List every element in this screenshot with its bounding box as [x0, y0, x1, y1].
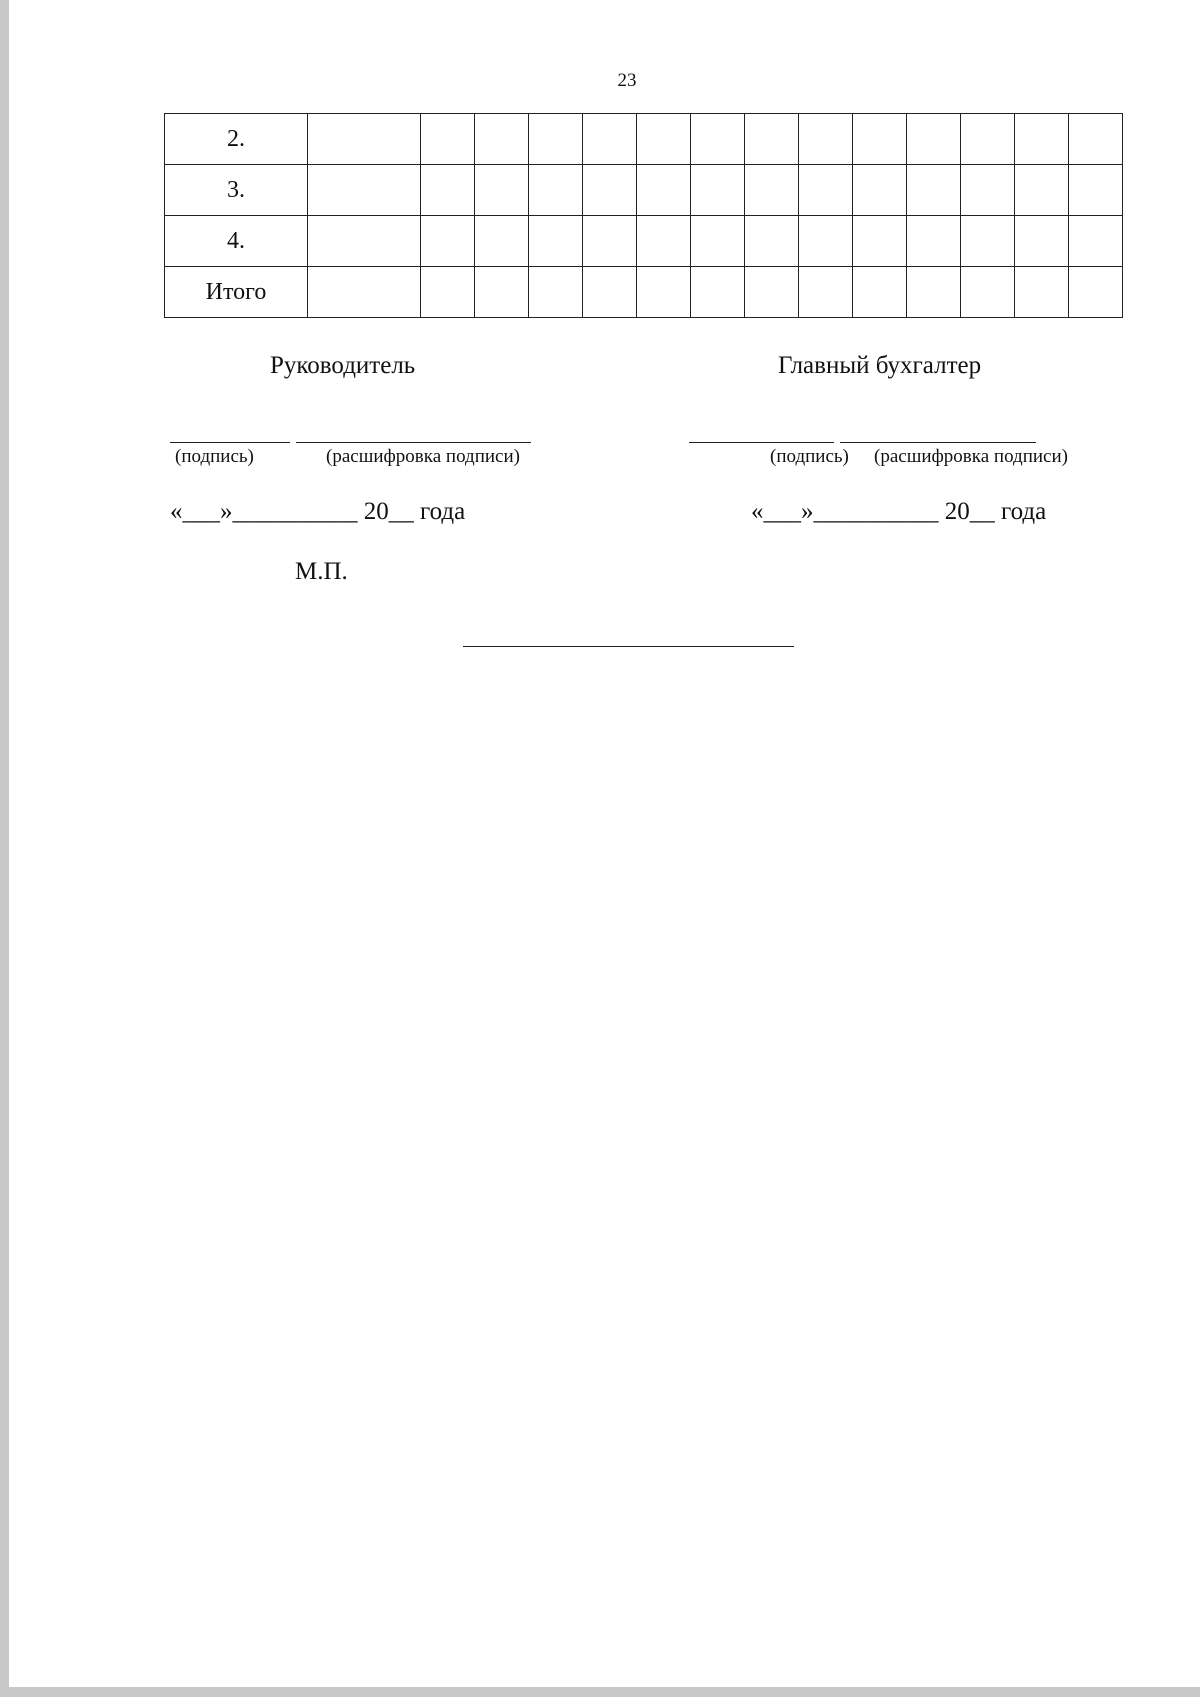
table-cell	[1069, 267, 1123, 318]
table-cell	[529, 216, 583, 267]
table-cell	[745, 114, 799, 165]
head-title: Руководитель	[270, 352, 416, 379]
summary-table	[164, 113, 1123, 318]
chief-accountant-date-line: «___»__________ 20__ года	[751, 498, 1047, 525]
page-number: 23	[617, 70, 637, 91]
table-cell	[637, 114, 691, 165]
table-cell	[529, 114, 583, 165]
table-cell	[583, 216, 637, 267]
table-row	[165, 267, 1123, 318]
table-cell	[745, 267, 799, 318]
table-cell	[907, 165, 961, 216]
table-cell	[475, 267, 529, 318]
closing-rule	[463, 646, 794, 647]
chief-accountant-signature-line	[689, 442, 834, 443]
table-cell	[691, 165, 745, 216]
table-cell	[961, 267, 1015, 318]
table-row	[165, 114, 1123, 165]
table-cell	[583, 165, 637, 216]
table-cell	[475, 114, 529, 165]
table-cell	[799, 267, 853, 318]
table-cell	[853, 114, 907, 165]
table-cell	[1069, 165, 1123, 216]
table-cell	[1069, 216, 1123, 267]
table-cell	[421, 216, 475, 267]
table-cell	[853, 267, 907, 318]
row-label: 3.	[165, 165, 308, 216]
table-cell	[308, 165, 421, 216]
table-cell	[961, 114, 1015, 165]
table-cell	[475, 216, 529, 267]
table-cell	[421, 165, 475, 216]
table-cell	[421, 267, 475, 318]
row-label: 4.	[165, 216, 308, 267]
table-cell	[583, 114, 637, 165]
table-cell	[1069, 114, 1123, 165]
table-cell	[529, 165, 583, 216]
table-cell	[853, 165, 907, 216]
chief-accountant-decoding-line	[840, 442, 1036, 443]
table-cell	[691, 216, 745, 267]
row-label: 2.	[165, 114, 308, 165]
table-cell	[1015, 267, 1069, 318]
scan-edge-left	[0, 0, 9, 1697]
table-cell	[475, 165, 529, 216]
table-cell	[961, 165, 1015, 216]
head-signature-caption: (подпись)	[175, 446, 254, 467]
chief-accountant-title: Главный бухгалтер	[778, 352, 982, 379]
table-cell	[421, 114, 475, 165]
table-cell	[308, 114, 421, 165]
table-cell	[799, 165, 853, 216]
table-cell	[1015, 114, 1069, 165]
stamp-place: М.П.	[295, 558, 348, 585]
table-cell	[529, 267, 583, 318]
table-cell	[907, 267, 961, 318]
table-cell	[583, 267, 637, 318]
table-cell	[691, 267, 745, 318]
table-cell	[308, 216, 421, 267]
table-cell	[637, 267, 691, 318]
table-cell	[961, 216, 1015, 267]
table-cell	[308, 267, 421, 318]
table-cell	[853, 216, 907, 267]
scan-edge-bottom	[0, 1687, 1200, 1697]
chief-accountant-signature-caption: (подпись)	[770, 446, 849, 467]
head-signature-line	[170, 442, 290, 443]
table-cell	[1015, 165, 1069, 216]
head-decoding-line	[296, 442, 531, 443]
table-cell	[799, 114, 853, 165]
table-cell	[637, 216, 691, 267]
table-cell	[745, 216, 799, 267]
table-cell	[907, 216, 961, 267]
table-cell	[745, 165, 799, 216]
table-cell	[799, 216, 853, 267]
table-cell	[1015, 216, 1069, 267]
chief-accountant-decoding-caption: (расшифровка подписи)	[874, 446, 1068, 467]
head-decoding-caption: (расшифровка подписи)	[326, 446, 520, 467]
table-row	[165, 216, 1123, 267]
table-row	[165, 165, 1123, 216]
row-label: Итого	[165, 267, 308, 318]
table-cell	[637, 165, 691, 216]
table-cell	[907, 114, 961, 165]
table-cell	[691, 114, 745, 165]
head-date-line: «___»__________ 20__ года	[170, 498, 466, 525]
